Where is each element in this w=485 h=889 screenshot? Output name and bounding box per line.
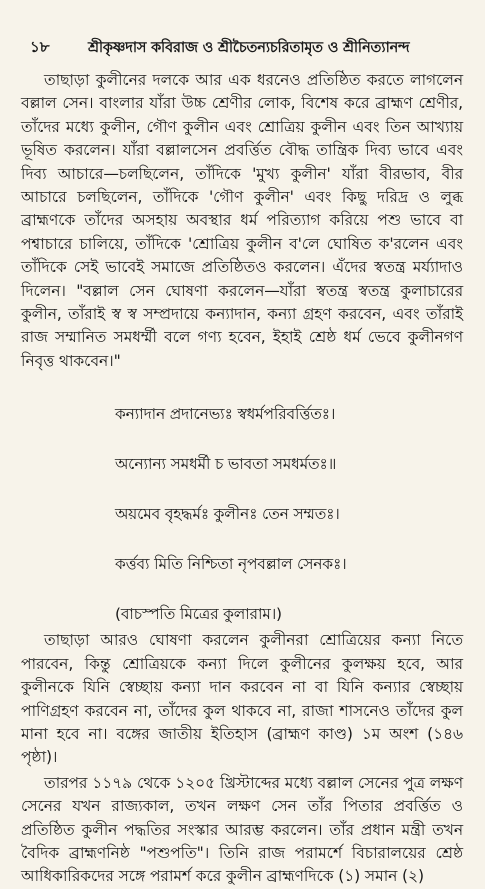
paragraph-2: তাছাড়া আরও ঘোষণা করলেন কুলীনরা শ্রোত্রিয়ের কন্যা নিতে পারবেন, কিন্তু শ্রোত্রিয়কে কন্যা দিলে কুলীনের কুলক্ষয় হবে, আর কুলীনকে যিনি স্বেচ্ছায় কন্যা দান করবেন না বা যিনি কন্যার স্বেচ্ছায় পাণিগ্রহণ করবেন না, তাঁদের কুল থাকবে না, রাজা শাসনেও তাঁদের কুল মানা হবে না। বঙ্গের জাতীয় ইতিহাস (ব্রাহ্মণ কাণ্ড) ১ম অংশ (১৪৬ পৃষ্ঠা)। bbox=[21, 631, 463, 767]
running-header bbox=[30, 36, 463, 56]
running-title: শ্রীকৃষ্ণদাস কবিরাজ ও শ্রীচৈতন্যচরিতামৃত ও শ্রীনিত্যানন্দ bbox=[88, 40, 410, 56]
body-text bbox=[21, 69, 463, 889]
verse-line-4: কর্ত্তব্য মিতি নিশ্চিতা নৃপবল্লাল সেনকঃ। bbox=[115, 555, 347, 574]
page-number: ১৮ bbox=[30, 38, 50, 56]
verse-line-3: অয়মেব বৃহদ্ধর্মঃ কুলীনঃ তেন সম্মতঃ। bbox=[115, 505, 340, 524]
verse-citation: (বাচস্পতি মিত্রের কুলারাম।) bbox=[115, 605, 282, 624]
sanskrit-verse bbox=[115, 377, 463, 602]
paragraph-1: তাছাড়া কুলীনের দলকে আর এক ধরনেও প্রতিষ্ঠিত করতে লাগলেন বল্লাল সেন। বাংলার যাঁরা উচ্চ শ্রেণীর লোক, বিশেষ করে ব্রাহ্মণ শ্রেণীর, তাঁদের মধ্যে কুলীন, গৌণ কুলীন এবং শ্রোত্রিয় কুলীন এবং তিন আখ্যায় ভূষিত করলেন। যাঁরা বল্লালসেন প্রবর্ত্তিত বৌদ্ধ তান্ত্রিক দিব্য ভাবে এবং দিব্য আচারে—চলছিলেন, তাঁদিকে 'মুখ্য কুলীন' যাঁরা বীরভাব, বীর আচারে চলছিলেন, তাঁদিকে 'গৌণ কুলীন' এবং কিছু দরিদ্র ও লুব্ধ ব্রাহ্মণকে তাঁদের অসহায় অবস্থার ধর্ম পরিত্যাগ করিয়ে পশু ভাবে বা পশ্বাচারে চালিয়ে, তাঁদিকে 'শ্রোত্রিয় কুলীন ব'লে ঘোষিত ক'রলেন এবং তাঁদিকে সেই ভাবেই সমাজে প্রতিষ্ঠিতও করলেন। এঁদের স্বতন্ত্র মর্য্যাদাও দিলেন। "বল্লাল সেন ঘোষণা করলেন—যাঁরা স্বতন্ত্র স্বতন্ত্র কুলাচারের কুলীন, তাঁরাই স্ব স্ব সম্প্রদায়ে কন্যাদান, কন্যা গ্রহণ করবেন, এবং তাঁরাই রাজ সম্মানিত সমধর্ম্মী বলে গণ্য হবেন, ইহাই শ্রেষ্ঠ ধর্ম ভেবে কুলীনগণ নিবৃত্ত থাকবেন।" bbox=[21, 71, 463, 370]
paragraph-3: তারপর ১১৭৯ থেকে ১২০৫ খ্রিস্টাব্দের মধ্যে বল্লাল সেনের পুত্র লক্ষণ সেনের যখন রাজ্যকাল, তখন লক্ষণ সেন তাঁর পিতার প্রবর্ত্তিত ও প্রতিষ্ঠিত কুলীন পদ্ধতির সংস্কার আরম্ভ করলেন। তাঁর প্রধান মন্ত্রী তখন বৈদিক ব্রাহ্মণনিষ্ঠ "পশুপতি"। তিনি রাজ পরামর্শে বিচারালয়ের শ্রেষ্ঠ আধিকারিকদের সঙ্গে পরামর্শ করে কুলীন ব্রাহ্মণদিকে (১) সমান (২) bbox=[21, 773, 463, 886]
verse-line-2: অন্যোন্য সমধর্মী চ ভাবতা সমধর্মতঃ॥ bbox=[115, 455, 337, 474]
verse-line-1: কন্যাদান প্রদানেভ্যঃ স্বধর্মপরিবর্ত্তিতঃ। bbox=[115, 405, 336, 424]
